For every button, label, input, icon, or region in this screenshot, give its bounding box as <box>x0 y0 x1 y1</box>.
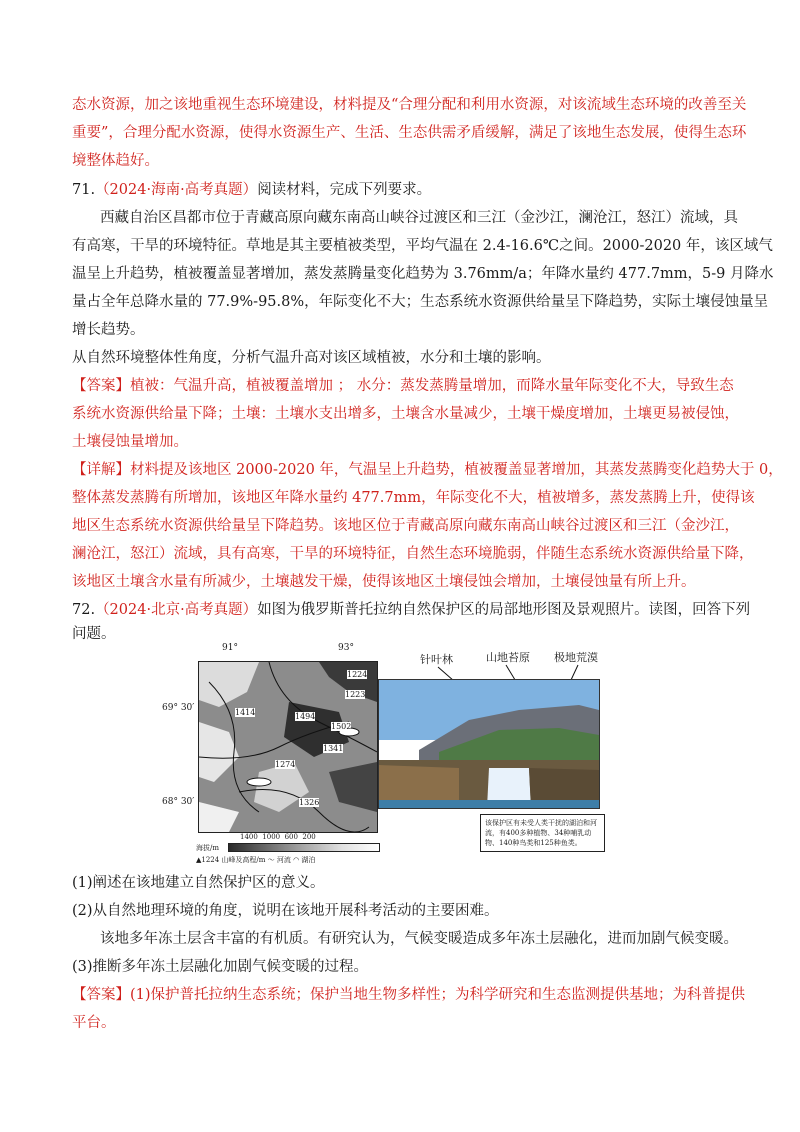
landscape-illustration <box>379 680 599 808</box>
material-line-4: 量占全年总降水量的 77.9%-95.8%，年际变化不大；生态系统水资源供给量呈下降趋势，实际土壤侵蚀量呈 <box>72 294 769 310</box>
peak-label: 1494 <box>295 712 316 721</box>
peak-label: 1224 <box>347 670 368 679</box>
legend-elevation-values: 1400 1000 600 200 <box>240 833 316 841</box>
explanation-line-4: 澜沧江，怒江）流域，具有高寒，干旱的环境特征，自然生态环境脆弱，伴随生态系统水资源供给量下降， <box>72 546 754 562</box>
question-72-header-cont: 问题。 <box>72 626 116 642</box>
photo-label-coniferous: 针叶林 <box>420 653 453 666</box>
question-source: （2024·北京·高考真题） <box>95 602 258 618</box>
explanation-line-2: 整体蒸发蒸腾有所增加，该地区年降水量约 477.7mm，年际变化不大，植被增多，蒸发蒸腾上升，使得该 <box>72 490 755 506</box>
question-71-header <box>72 180 431 200</box>
subquestion-2: (2)从自然地理环境的角度，说明在该地开展科考活动的主要困难。 <box>72 903 499 919</box>
question-71-ask: 从自然环境整体性角度，分析气温升高对该区域植被，水分和土壤的影响。 <box>72 350 551 366</box>
question-number: 72. <box>72 602 96 618</box>
peak-label: 1341 <box>323 744 344 753</box>
lat-label-bottom: 68° 30′ <box>162 797 195 807</box>
question-prompt: 阅读材料，完成下列要求。 <box>257 182 432 198</box>
question-number: 71. <box>72 182 96 198</box>
material-line-3: 温呈上升趋势，植被覆盖显著增加，蒸发蒸腾量变化趋势为 3.76mm/a；年降水量约 477.7mm，5-9 月降水 <box>72 266 774 282</box>
material-line-5: 增长趋势。 <box>72 322 145 338</box>
answer-continuation-line-1: 态水资源，加之该地重视生态环境建设，材料提及“合理分配和利用水资源，对该流域生态环境的改善至关 <box>72 97 747 113</box>
answer-continuation-line-3: 境整体趋好。 <box>72 153 159 169</box>
subquestion-1: (1)阐述在该地建立自然保护区的意义。 <box>72 875 325 891</box>
peak-label: 1274 <box>275 760 296 769</box>
explanation-line-5: 该地区土壤含水量有所减少，土壤越发干燥，使得该地区土壤侵蚀会增加，土壤侵蚀量有所上升。 <box>72 574 696 590</box>
material-72: 该地多年冻土层含丰富的有机质。有研究认为，气候变暖造成多年冻土层融化，进而加剧气候变暖。 <box>100 931 738 947</box>
answer-72-line-1: 【答案】(1)保护普托拉纳生态系统；保护当地生物多样性；为科学研究和生态监测提供基地；为科普提供 <box>72 987 746 1003</box>
photo-label-tundra: 山地苔原 <box>486 651 530 664</box>
peak-label: 1414 <box>235 708 256 717</box>
landscape-photo <box>378 679 600 809</box>
lon-label-right: 93° <box>338 643 354 653</box>
answer-continuation-line-2: 重要”，合理分配水资源，使得水资源生产、生活、生态供需矛盾缓解，满足了该地生态发展，使得生态环 <box>72 125 747 141</box>
explanation-line-3: 地区生态系统水资源供给量呈下降趋势。该地区位于青藏高原向藏东南高山峡谷过渡区和三江（金沙江， <box>72 518 739 534</box>
material-line-2: 有高寒，干旱的环境特征。草地是其主要植被类型，平均气温在 2.4-16.6℃之间。2000-2020 年，该区域气 <box>72 238 773 254</box>
legend-symbols: ▲1224 山峰及高程/m ～ 河流 ◠ 湖泊 <box>196 856 316 864</box>
peak-label: 1502 <box>331 722 352 731</box>
photo-caption: 该保护区有未受人类干扰的湖泊和河流，有400多种植物、34种哺乳动物、140种鸟类和125种鱼类。 <box>480 814 605 852</box>
answer-line-3: 土壤侵蚀量增加。 <box>72 434 188 450</box>
question-72-header <box>72 600 750 620</box>
answer-line-1: 【答案】植被：气温升高，植被覆盖增加 ； 水分：蒸发蒸腾量增加，而降水量年际变化不大，导致生态 <box>72 378 734 394</box>
photo-label-polar-desert: 极地荒漠 <box>554 651 598 664</box>
explanation-line-1: 【详解】材料提及该地区 2000-2020 年，气温呈上升趋势，植被覆盖显著增加，其蒸发蒸腾变化趋势大于 0， <box>72 462 783 478</box>
answer-72-line-2: 平台。 <box>72 1015 116 1031</box>
peak-label: 1326 <box>299 798 320 807</box>
map-legend <box>188 829 478 865</box>
lon-label-left: 91° <box>222 643 238 653</box>
subquestion-3: (3)推断多年冻土层融化加剧气候变暖的过程。 <box>72 959 369 975</box>
question-source: （2024·海南·高考真题） <box>95 182 258 198</box>
answer-line-2: 系统水资源供给量下降；土壤：土壤水支出增多，土壤含水量减少，土壤干燥度增加，土壤更易被侵蚀， <box>72 406 739 422</box>
question-prompt: 如图为俄罗斯普托拉纳自然保护区的局部地形图及景观照片。读图，回答下列 <box>257 602 751 618</box>
legend-title: 海拔/m <box>196 844 219 852</box>
lat-label-top: 69° 30′ <box>162 703 195 713</box>
peak-label: 1223 <box>345 690 366 699</box>
elevation-scale-bar <box>228 843 380 852</box>
figure-map-and-photo <box>162 641 608 866</box>
material-line-1: 西藏自治区昌都市位于青藏高原向藏东南高山峡谷过渡区和三江（金沙江，澜沧江，怒江）流域，具 <box>100 210 738 226</box>
